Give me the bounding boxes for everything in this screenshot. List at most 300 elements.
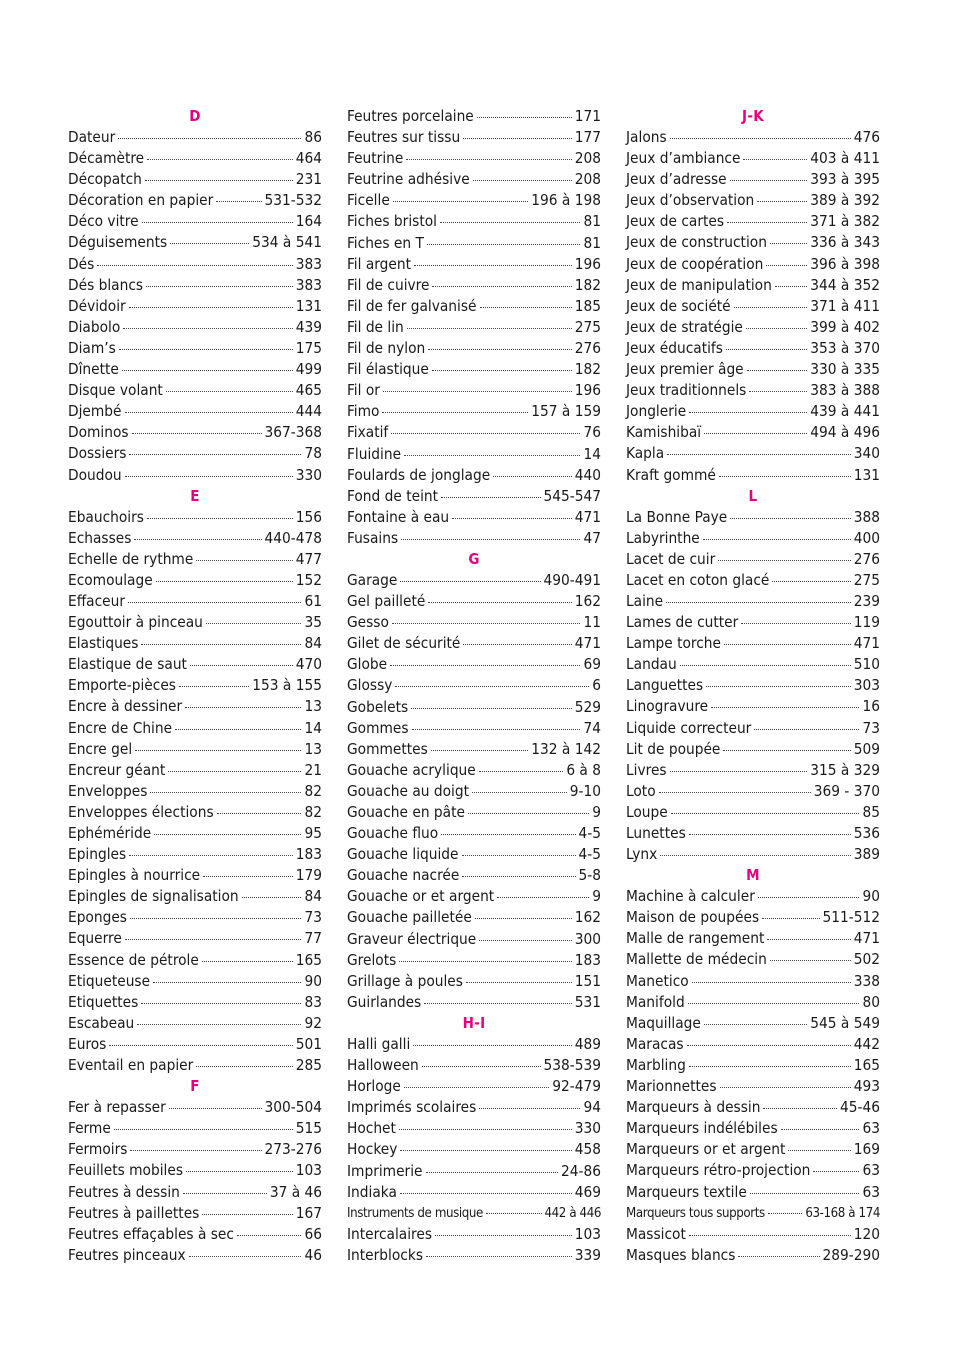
entry-page-ref: 90 xyxy=(862,887,880,906)
entry-term: Halli galli xyxy=(347,1034,411,1053)
dot-leader xyxy=(711,707,859,708)
dot-leader xyxy=(475,918,572,919)
index-entry xyxy=(626,465,880,486)
entry-page-ref: 103 xyxy=(574,1224,601,1243)
dot-leader xyxy=(687,1045,851,1046)
entry-page-ref: 389 xyxy=(853,845,880,864)
entry-term: Gesso xyxy=(347,613,389,632)
index-entry xyxy=(626,907,880,928)
index-entry xyxy=(347,591,601,612)
index-entry xyxy=(347,1245,601,1266)
index-entry xyxy=(626,254,880,275)
entry-term: Kamishibaï xyxy=(626,423,702,442)
index-entry xyxy=(68,317,322,338)
dot-leader xyxy=(128,602,301,603)
index-entry xyxy=(347,654,601,675)
entry-page-ref: 239 xyxy=(853,591,880,610)
entry-page-ref: 534 à 541 xyxy=(252,233,322,252)
entry-page-ref: 501 xyxy=(295,1034,322,1053)
entry-term: Marbling xyxy=(626,1055,686,1074)
entry-term: Liquide correcteur xyxy=(626,718,752,737)
dot-leader xyxy=(206,623,302,624)
entry-page-ref: 464 xyxy=(295,149,322,168)
index-entry xyxy=(347,1076,601,1097)
entry-page-ref: 476 xyxy=(853,128,880,146)
entry-term: Grelots xyxy=(347,950,397,969)
index-entry xyxy=(68,633,322,654)
entry-page-ref: 13 xyxy=(304,697,322,716)
dot-leader xyxy=(185,707,301,708)
dot-leader xyxy=(196,1066,292,1067)
index-entry xyxy=(347,148,601,169)
dot-leader xyxy=(382,412,528,413)
dot-leader xyxy=(768,1213,803,1214)
entry-page-ref: 208 xyxy=(574,149,601,168)
section-letter-heading: H-I xyxy=(462,1013,486,1032)
index-entry xyxy=(626,1055,880,1076)
entry-term: Gouache or et argent xyxy=(347,887,495,906)
entry-term: Loupe xyxy=(626,802,668,821)
section-letter-heading: J-K xyxy=(742,107,764,125)
entry-page-ref: 82 xyxy=(304,802,322,821)
index-entry xyxy=(68,992,322,1013)
dot-leader xyxy=(119,349,293,350)
entry-term: Fil argent xyxy=(347,254,411,273)
index-entry xyxy=(347,781,601,802)
dot-leader xyxy=(202,1214,292,1215)
dot-leader xyxy=(741,623,850,624)
entry-term: Jeux de coopération xyxy=(626,254,764,273)
dot-leader xyxy=(141,1003,301,1004)
dot-leader xyxy=(217,813,302,814)
index-entry xyxy=(347,865,601,886)
dot-leader xyxy=(479,940,571,941)
entry-term: Ficelle xyxy=(347,191,390,210)
dot-leader xyxy=(720,1087,851,1088)
index-entry xyxy=(347,296,601,317)
dot-leader xyxy=(399,1129,572,1130)
dot-leader xyxy=(125,412,293,413)
entry-term: Lacet de cuir xyxy=(626,549,716,568)
entry-page-ref: 529 xyxy=(574,697,601,716)
dot-leader xyxy=(196,560,292,561)
entry-term: Gouache liquide xyxy=(347,845,459,864)
index-entry xyxy=(347,106,601,127)
dot-leader xyxy=(497,897,589,898)
entry-page-ref: 336 à 343 xyxy=(810,233,880,252)
entry-page-ref: 371 à 382 xyxy=(810,212,880,231)
dot-leader xyxy=(472,792,567,793)
entry-page-ref: 5-8 xyxy=(578,866,601,885)
index-entry xyxy=(626,675,880,696)
index-entry xyxy=(626,844,880,865)
entry-page-ref: 315 à 329 xyxy=(810,760,880,779)
entry-page-ref: 4-5 xyxy=(578,845,601,864)
index-entry xyxy=(347,444,601,465)
index-entry xyxy=(68,1224,322,1245)
index-entry xyxy=(626,1224,880,1245)
index-entry xyxy=(347,570,601,591)
dot-leader xyxy=(688,1003,860,1004)
entry-page-ref: 196 xyxy=(574,254,601,273)
entry-page-ref: 477 xyxy=(295,549,322,568)
entry-page-ref: 35 xyxy=(304,613,322,632)
index-entry xyxy=(68,1055,322,1076)
index-entry xyxy=(68,739,322,760)
entry-term: Feutres sur tissu xyxy=(347,128,461,147)
entry-page-ref: 92 xyxy=(304,1013,322,1032)
dot-leader xyxy=(129,454,301,455)
entry-page-ref: 444 xyxy=(295,402,322,421)
entry-term: Maracas xyxy=(626,1034,684,1053)
index-entry xyxy=(347,317,601,338)
dot-leader xyxy=(123,328,292,329)
index-entry xyxy=(347,380,601,401)
entry-page-ref: 442 xyxy=(853,1034,880,1053)
dot-leader xyxy=(441,497,540,498)
dot-leader xyxy=(432,286,571,287)
entry-page-ref: 46 xyxy=(304,1245,322,1264)
dot-leader xyxy=(97,265,292,266)
dot-leader xyxy=(190,665,293,666)
entry-term: La Bonne Paye xyxy=(626,507,728,526)
dot-leader xyxy=(407,328,572,329)
dot-leader xyxy=(118,138,301,139)
dot-leader xyxy=(479,771,564,772)
entry-term: Marqueurs textile xyxy=(626,1182,747,1201)
entry-term: Epingles xyxy=(68,845,127,864)
entry-term: Grillage à poules xyxy=(347,971,463,990)
entry-term: Déco vitre xyxy=(68,212,139,231)
dot-leader xyxy=(704,433,807,434)
index-entry xyxy=(347,359,601,380)
entry-term: Imprimerie xyxy=(347,1161,423,1180)
entry-term: Gouache pailletée xyxy=(347,908,472,927)
index-entry xyxy=(68,1182,322,1203)
entry-page-ref: 509 xyxy=(853,739,880,758)
entry-page-ref: 179 xyxy=(295,866,322,885)
index-entry xyxy=(68,380,322,401)
index-entry xyxy=(68,675,322,696)
entry-term: Fer à repasser xyxy=(68,1098,166,1117)
entry-page-ref: 73 xyxy=(304,908,322,927)
dot-leader xyxy=(399,961,571,962)
dot-leader xyxy=(147,159,293,160)
dot-leader xyxy=(689,834,851,835)
index-entry xyxy=(626,992,880,1013)
dot-leader xyxy=(404,1087,549,1088)
section-letter-heading: E xyxy=(190,486,200,505)
entry-page-ref: 196 à 198 xyxy=(531,191,601,210)
entry-term: Marqueurs or et argent xyxy=(626,1140,786,1159)
entry-page-ref: 182 xyxy=(574,275,601,294)
entry-page-ref: 369 - 370 xyxy=(813,781,880,800)
entry-page-ref: 169 xyxy=(853,1140,880,1159)
entry-page-ref: 13 xyxy=(304,739,322,758)
index-entry xyxy=(68,211,322,232)
entry-page-ref: 442 à 446 xyxy=(544,1205,601,1221)
entry-term: Ephéméride xyxy=(68,824,152,842)
index-column-1 xyxy=(68,106,322,1266)
entry-page-ref: 82 xyxy=(304,781,322,800)
dot-leader xyxy=(680,665,851,666)
index-entry xyxy=(347,1055,601,1076)
index-entry xyxy=(347,844,601,865)
index-entry xyxy=(626,823,880,844)
entry-page-ref: 21 xyxy=(304,760,322,779)
dot-leader xyxy=(670,138,851,139)
entry-page-ref: 14 xyxy=(304,718,322,737)
dot-leader xyxy=(156,581,293,582)
index-entry xyxy=(626,317,880,338)
entry-page-ref: 439 xyxy=(295,317,322,336)
index-entry xyxy=(347,275,601,296)
index-entry xyxy=(626,612,880,633)
dot-leader xyxy=(440,222,581,223)
dot-leader xyxy=(154,834,301,835)
entry-term: Jeux d’observation xyxy=(626,191,755,210)
index-entry xyxy=(68,612,322,633)
entry-page-ref: 371 à 411 xyxy=(810,296,880,315)
dot-leader xyxy=(762,918,819,919)
dot-leader xyxy=(186,1171,293,1172)
entry-page-ref: 536 xyxy=(853,824,880,842)
entry-term: Fermoirs xyxy=(68,1140,128,1159)
entry-page-ref: 81 xyxy=(583,233,601,252)
entry-page-ref: 76 xyxy=(583,423,601,442)
dot-leader xyxy=(666,602,851,603)
index-entry xyxy=(68,1118,322,1139)
entry-page-ref: 499 xyxy=(295,360,322,379)
dot-leader xyxy=(406,159,571,160)
entry-term: Manifold xyxy=(626,992,685,1011)
index-entry xyxy=(626,422,880,443)
dot-leader xyxy=(757,201,807,202)
dot-leader xyxy=(395,686,589,687)
entry-page-ref: 469 xyxy=(574,1182,601,1201)
index-entry xyxy=(347,971,601,992)
index-entry xyxy=(68,1097,322,1118)
dot-leader xyxy=(132,433,262,434)
entry-page-ref: 340 xyxy=(853,444,880,463)
index-entry xyxy=(347,802,601,823)
entry-term: Livres xyxy=(626,760,667,779)
entry-page-ref: 545 à 549 xyxy=(810,1013,880,1032)
entry-term: Encre gel xyxy=(68,739,133,758)
dot-leader xyxy=(216,201,261,202)
index-entry xyxy=(347,1139,601,1160)
index-entry xyxy=(347,465,601,486)
dot-leader xyxy=(493,476,572,477)
dot-leader xyxy=(730,518,850,519)
entry-page-ref: 344 à 352 xyxy=(810,275,880,294)
entry-term: Fond de teint xyxy=(347,486,439,505)
dot-leader xyxy=(463,644,571,645)
dot-leader xyxy=(758,897,860,898)
entry-term: Labyrinthe xyxy=(626,528,700,547)
entry-page-ref: 175 xyxy=(295,338,322,357)
entry-page-ref: 303 xyxy=(853,676,880,695)
entry-term: Dossiers xyxy=(68,444,127,463)
entry-page-ref: 285 xyxy=(295,1056,322,1075)
dot-leader xyxy=(738,1256,819,1257)
entry-page-ref: 440-478 xyxy=(264,528,322,547)
index-entry xyxy=(626,1097,880,1118)
entry-term: Fil de nylon xyxy=(347,339,426,358)
entry-page-ref: 177 xyxy=(574,128,601,147)
dot-leader xyxy=(746,328,807,329)
entry-term: Landau xyxy=(626,655,677,674)
dot-leader xyxy=(146,286,293,287)
index-entry xyxy=(626,1245,880,1266)
dot-leader xyxy=(660,855,850,856)
entry-term: Gommes xyxy=(347,718,409,737)
dot-leader xyxy=(463,138,572,139)
entry-term: Loto xyxy=(626,781,656,800)
entry-term: Dînette xyxy=(68,360,119,379)
dot-leader xyxy=(141,644,301,645)
entry-term: Gouache en pâte xyxy=(347,803,465,821)
dot-leader xyxy=(766,265,807,266)
entry-page-ref: 77 xyxy=(304,929,322,948)
entry-page-ref: 339 xyxy=(574,1245,601,1264)
dot-leader xyxy=(659,792,811,793)
entry-page-ref: 78 xyxy=(304,444,322,463)
entry-term: Malle de rangement xyxy=(626,929,765,948)
index-entry xyxy=(626,549,880,570)
entry-page-ref: 151 xyxy=(574,971,601,990)
entry-term: Etiqueteuse xyxy=(68,971,151,990)
index-entry xyxy=(347,507,601,528)
entry-page-ref: 273-276 xyxy=(264,1140,322,1159)
index-entry xyxy=(68,169,322,190)
index-entry xyxy=(626,1203,880,1224)
dot-leader xyxy=(432,370,572,371)
entry-page-ref: 400 xyxy=(853,528,880,547)
entry-page-ref: 131 xyxy=(853,465,880,484)
index-entry xyxy=(347,190,601,211)
section-letter-heading: L xyxy=(748,486,758,505)
entry-term: Jeux de manipulation xyxy=(626,275,772,294)
entry-page-ref: 45-46 xyxy=(840,1098,880,1117)
entry-term: Globe xyxy=(347,655,388,674)
dot-leader xyxy=(393,201,529,202)
index-entry xyxy=(68,359,322,380)
entry-term: Eponges xyxy=(68,908,127,927)
entry-page-ref: 388 xyxy=(853,507,880,526)
index-entry xyxy=(626,696,880,717)
entry-term: Disque volant xyxy=(68,381,163,400)
entry-term: Gel pailleté xyxy=(347,592,426,611)
index-entry xyxy=(626,971,880,992)
index-entry xyxy=(347,992,601,1013)
dot-leader xyxy=(468,813,589,814)
entry-term: Emporte-pièces xyxy=(68,676,176,695)
entry-term: Echasses xyxy=(68,528,132,547)
index-entry xyxy=(626,654,880,675)
dot-leader xyxy=(477,117,572,118)
entry-page-ref: 63-168 à 174 xyxy=(805,1205,880,1221)
index-entry xyxy=(68,823,322,844)
entry-term: Feuillets mobiles xyxy=(68,1161,184,1180)
entry-term: Gouache fluo xyxy=(347,824,439,843)
dot-leader xyxy=(763,1108,837,1109)
entry-term: Graveur électrique xyxy=(347,929,477,948)
index-entry xyxy=(68,1245,322,1266)
entry-term: Fontaine à eau xyxy=(347,507,450,526)
dot-leader xyxy=(168,771,301,772)
dot-leader xyxy=(462,855,576,856)
entry-term: Massicot xyxy=(626,1224,686,1243)
entry-term: Egouttoir à pinceau xyxy=(68,613,203,632)
dot-leader xyxy=(692,982,851,983)
index-entry xyxy=(626,359,880,380)
dot-leader xyxy=(719,476,851,477)
entry-page-ref: 63 xyxy=(862,1161,880,1180)
index-entry xyxy=(626,232,880,253)
dot-leader xyxy=(122,370,293,371)
index-entry xyxy=(347,823,601,844)
entry-term: Kraft gommé xyxy=(626,465,716,484)
entry-term: Diam’s xyxy=(68,338,116,357)
index-entry xyxy=(347,633,601,654)
entry-term: Etiquettes xyxy=(68,992,139,1011)
entry-term: Fil or xyxy=(347,381,380,400)
entry-term: Feutres à dessin xyxy=(68,1182,180,1201)
entry-term: Doudou xyxy=(68,465,122,484)
entry-term: Imprimés scolaires xyxy=(347,1098,477,1117)
index-entry xyxy=(68,254,322,275)
index-entry xyxy=(347,760,601,781)
entry-page-ref: 63 xyxy=(862,1119,880,1138)
index-entry xyxy=(626,760,880,781)
entry-page-ref: 389 à 392 xyxy=(810,191,880,210)
dot-leader xyxy=(479,1108,580,1109)
dot-leader xyxy=(203,876,293,877)
entry-term: Jeux d’ambiance xyxy=(626,149,741,168)
index-entry xyxy=(626,633,880,654)
index-entry xyxy=(347,612,601,633)
entry-page-ref: 383 xyxy=(295,254,322,273)
entry-term: Fixatif xyxy=(347,423,389,442)
dot-leader xyxy=(242,897,302,898)
entry-page-ref: 367-368 xyxy=(264,423,322,442)
entry-term: Jeux éducatifs xyxy=(626,338,723,357)
dot-leader xyxy=(166,391,293,392)
dot-leader xyxy=(671,813,860,814)
entry-term: Marqueurs tous supports xyxy=(626,1205,765,1221)
index-entry xyxy=(347,401,601,422)
entry-page-ref: 396 à 398 xyxy=(810,254,880,273)
index-entry xyxy=(626,401,880,422)
entry-page-ref: 86 xyxy=(304,128,322,146)
dot-leader xyxy=(183,1193,267,1194)
index-entry xyxy=(626,949,880,970)
index-entry xyxy=(626,1118,880,1139)
entry-page-ref: 276 xyxy=(574,339,601,358)
index-entry xyxy=(68,654,322,675)
index-entry xyxy=(68,443,322,464)
dot-leader xyxy=(767,939,850,940)
entry-term: Décamètre xyxy=(68,149,145,168)
entry-page-ref: 545-547 xyxy=(543,486,601,505)
entry-page-ref: 465 xyxy=(295,381,322,400)
entry-term: Fil de cuivre xyxy=(347,275,430,294)
dot-leader xyxy=(179,686,249,687)
dot-leader xyxy=(813,1171,859,1172)
index-entry xyxy=(347,528,601,549)
dot-leader xyxy=(466,982,572,983)
